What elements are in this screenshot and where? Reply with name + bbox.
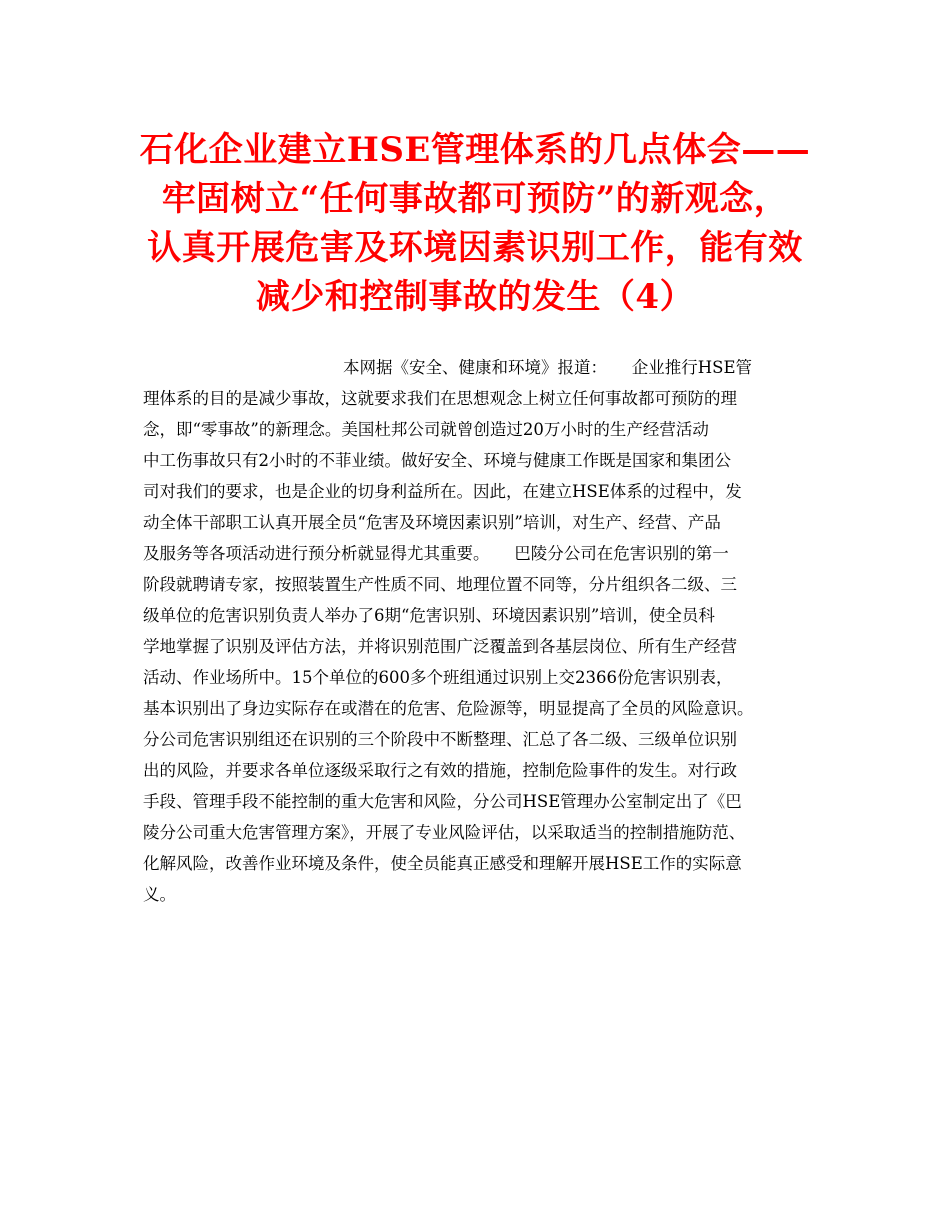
title-line-3: 认真开展危害及环境因素识别工作，能有效 (147, 228, 803, 268)
body-line-10: 学地掌握了识别及评估方法，并将识别范围广泛覆盖到各基层岗位、所有生产经营 (143, 637, 737, 656)
body-line-4: 中工伤事故只有2小时的不菲业绩。做好安全、环境与健康工作既是国家和集团公 (143, 451, 731, 470)
body-line-7: 及服务等各项活动进行预分析就显得尤其重要。 巴陵分公司在危害识别的第一 (143, 544, 729, 563)
body-line-8: 阶段就聘请专家，按照装置生产性质不同、地理位置不同等，分片组织各二级、三 (143, 575, 737, 594)
body-line-13: 分公司危害识别组还在识别的三个阶段中不断整理、汇总了各二级、三级单位识别 (143, 730, 737, 749)
body-line-6: 动全体干部职工认真开展全员“危害及环境因素识别”培训，对生产、经营、产品 (143, 513, 721, 532)
body-line-12: 基本识别出了身边实际存在或潜在的危害、危险源等，明显提高了全员的风险意识。 (143, 699, 754, 718)
body-line-18: 义。 (143, 885, 176, 904)
body-line-17: 化解风险，改善作业环境及条件，使全员能真正感受和理解开展HSE工作的实际意 (143, 854, 742, 873)
body-line-15: 手段、管理手段不能控制的重大危害和风险，分公司HSE管理办公室制定出了《巴 (143, 792, 742, 811)
document-title (120, 126, 830, 322)
body-line-11: 活动、作业场所中。15个单位的600多个班组通过识别上交2366份危害识别表， (143, 668, 733, 687)
body-line-9: 级单位的危害识别负责人举办了6期“危害识别、环境因素识别”培训，使全员科 (143, 606, 715, 625)
title-line-2: 牢固树立“任何事故都可预防”的新观念， (161, 179, 789, 219)
title-line-1: 石化企业建立HSE管理体系的几点体会—— (139, 130, 811, 170)
title-line-4: 减少和控制事故的发生（4） (255, 277, 695, 317)
body-line-2: 理体系的目的是减少事故，这就要求我们在思想观念上树立任何事故都可预防的理 (143, 389, 737, 408)
body-line-1: 本网据《安全、健康和环境》报道： 企业推行HSE管 (343, 358, 752, 377)
body-line-14: 出的风险，并要求各单位逐级采取行之有效的措施，控制危险事件的发生。对行政 (143, 761, 737, 780)
article-body (143, 352, 811, 910)
body-line-5: 司对我们的要求，也是企业的切身利益所在。因此，在建立HSE体系的过程中，发 (143, 482, 742, 501)
body-line-3: 念，即“零事故”的新理念。美国杜邦公司就曾创造过20万小时的生产经营活动 (143, 420, 709, 439)
body-line-16: 陵分公司重大危害管理方案》，开展了专业风险评估，以采取适当的控制措施防范、 (143, 823, 746, 842)
